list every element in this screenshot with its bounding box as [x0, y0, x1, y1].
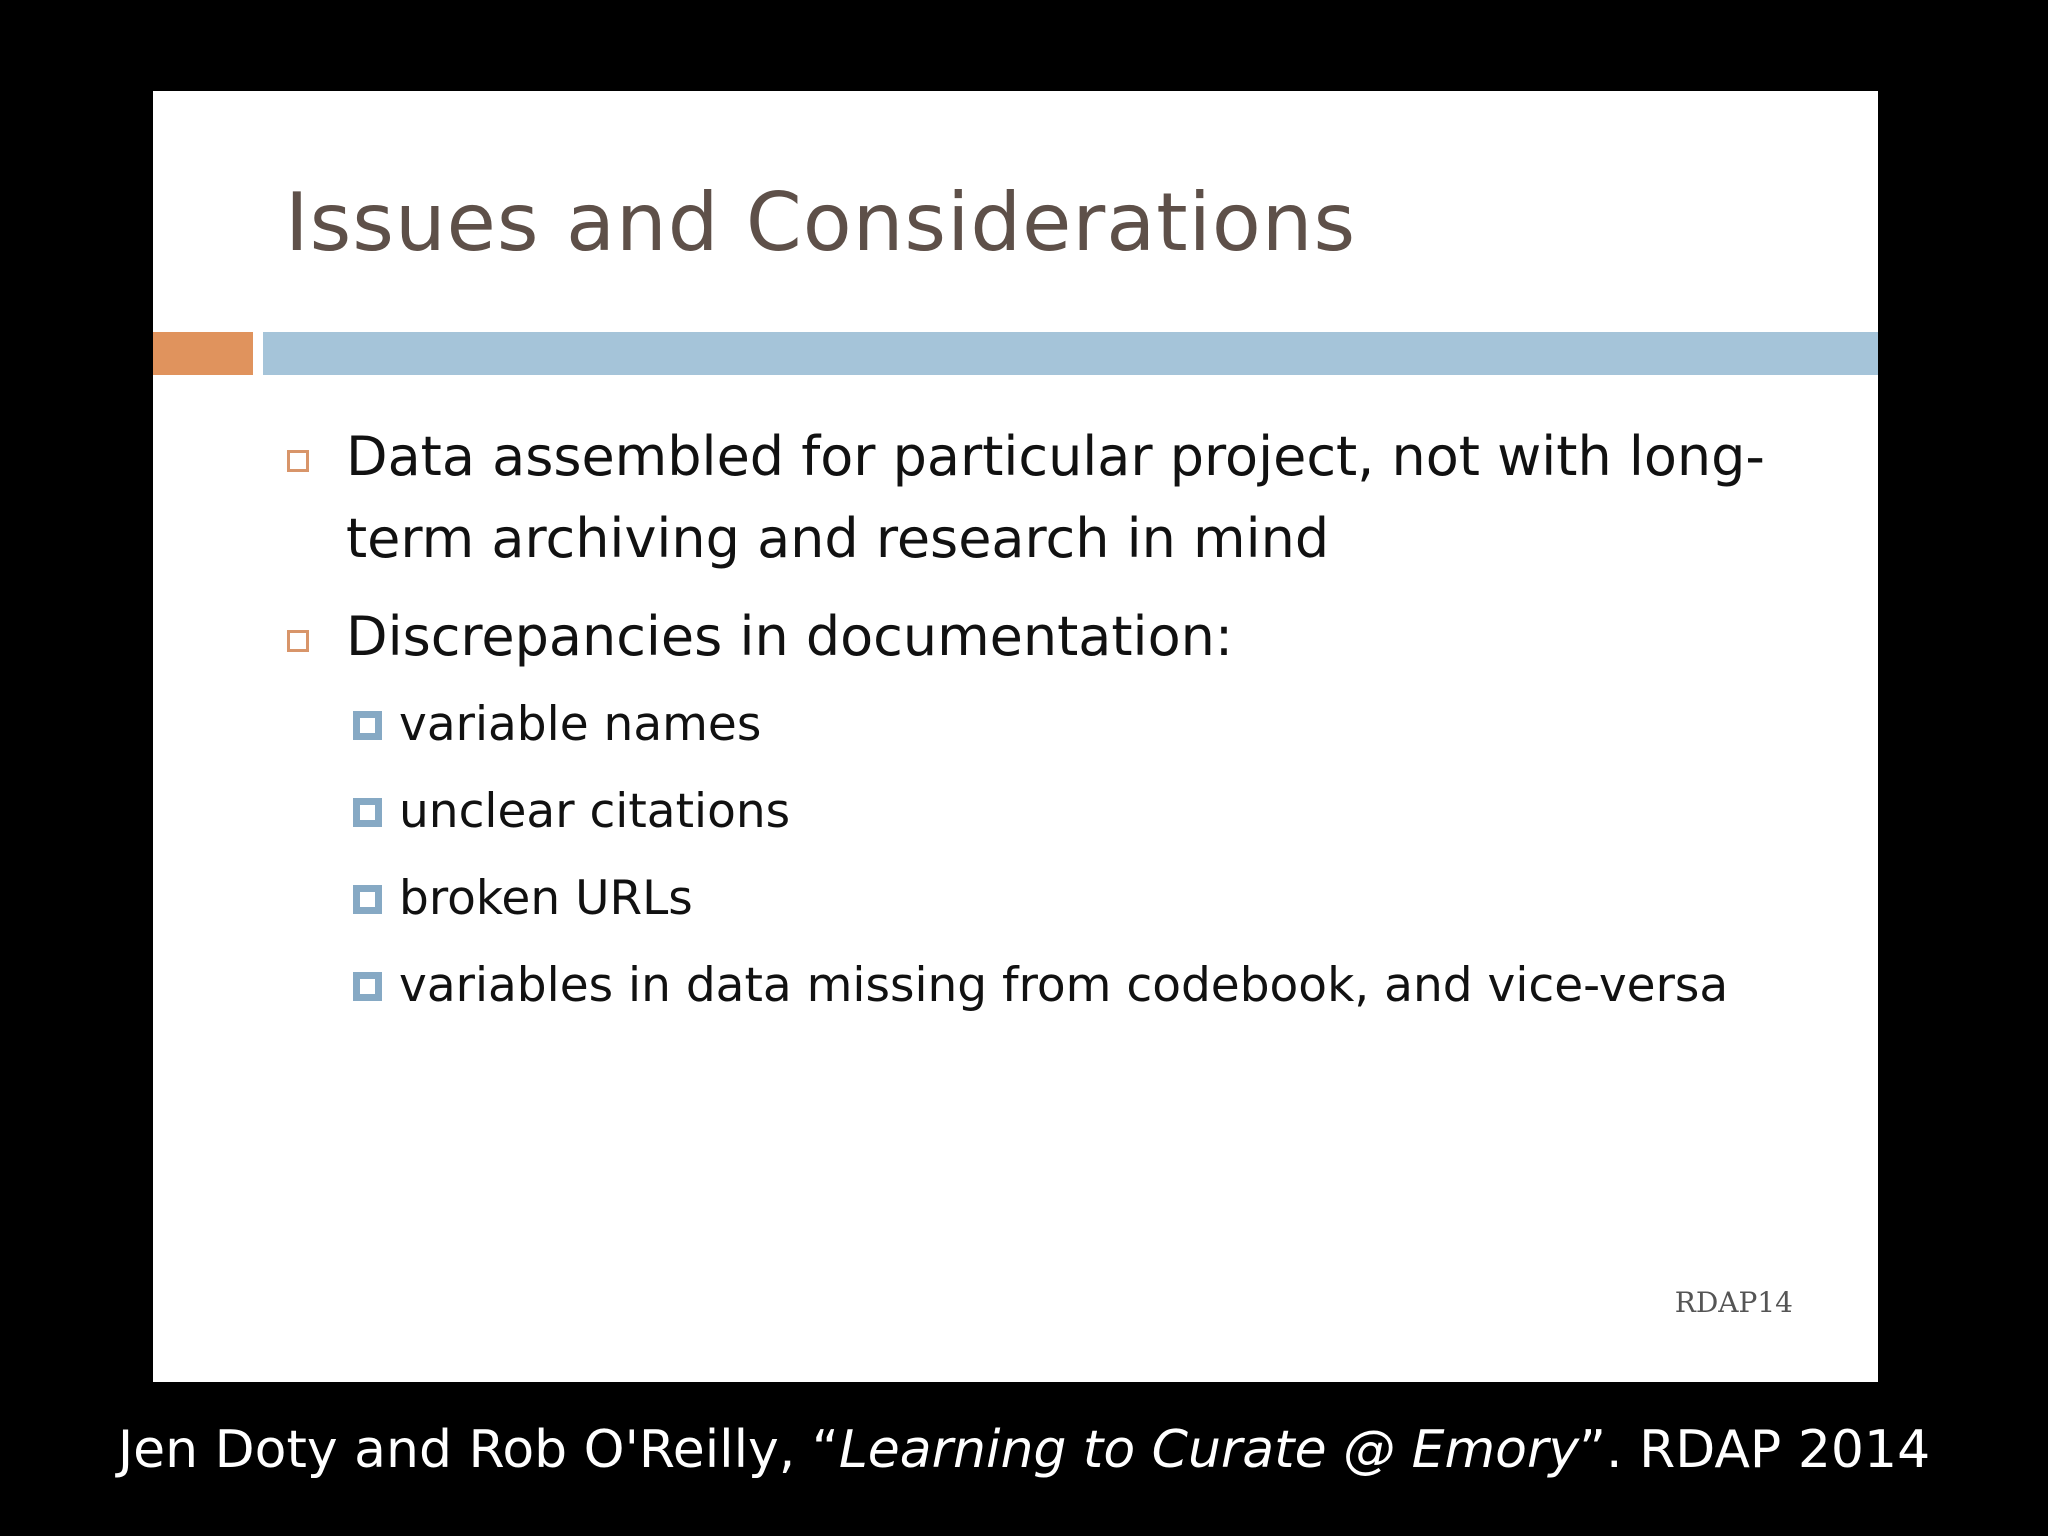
title-accent-bar-orange: [153, 332, 253, 375]
sub-bullet-list: [346, 686, 1765, 1024]
sub-bullet-text: unclear citations: [399, 784, 791, 839]
caption-close-quote: ”: [1579, 1420, 1607, 1480]
sub-bullet-text: variables in data missing from codebook, and vice-versa: [399, 958, 1729, 1013]
citation-caption: [0, 1420, 2048, 1480]
sub-bullet-item: [346, 686, 1765, 763]
hollow-square-bullet-icon: [287, 630, 309, 652]
square-bullet-icon: [353, 972, 382, 1001]
slide-footer-tag: RDAP14: [1674, 1286, 1793, 1319]
bullet-text: Discrepancies in documentation:: [346, 605, 1234, 668]
sub-bullet-item: [346, 773, 1765, 850]
square-bullet-icon: [353, 711, 382, 740]
bullet-item: [285, 596, 1765, 1024]
square-bullet-icon: [353, 798, 382, 827]
caption-talk-title: Learning to Curate @ Emory: [838, 1420, 1580, 1480]
caption-open-quote: “: [811, 1420, 839, 1480]
bullet-text: Data assembled for particular project, not with long-term archiving and research in mind: [346, 425, 1765, 570]
sub-bullet-item: [346, 860, 1765, 937]
sub-bullet-text: variable names: [399, 697, 762, 752]
caption-venue: . RDAP 2014: [1606, 1420, 1931, 1480]
sub-bullet-text: broken URLs: [399, 871, 693, 926]
bullet-item: [285, 416, 1765, 580]
square-bullet-icon: [353, 885, 382, 914]
bullet-list: [285, 416, 1765, 1040]
slide: [153, 91, 1878, 1382]
hollow-square-bullet-icon: [287, 450, 309, 472]
title-accent-bar-blue: [263, 332, 1878, 375]
caption-authors: Jen Doty and Rob O'Reilly,: [117, 1420, 812, 1480]
sub-bullet-item: [346, 947, 1765, 1024]
slide-title: Issues and Considerations: [285, 176, 1357, 269]
